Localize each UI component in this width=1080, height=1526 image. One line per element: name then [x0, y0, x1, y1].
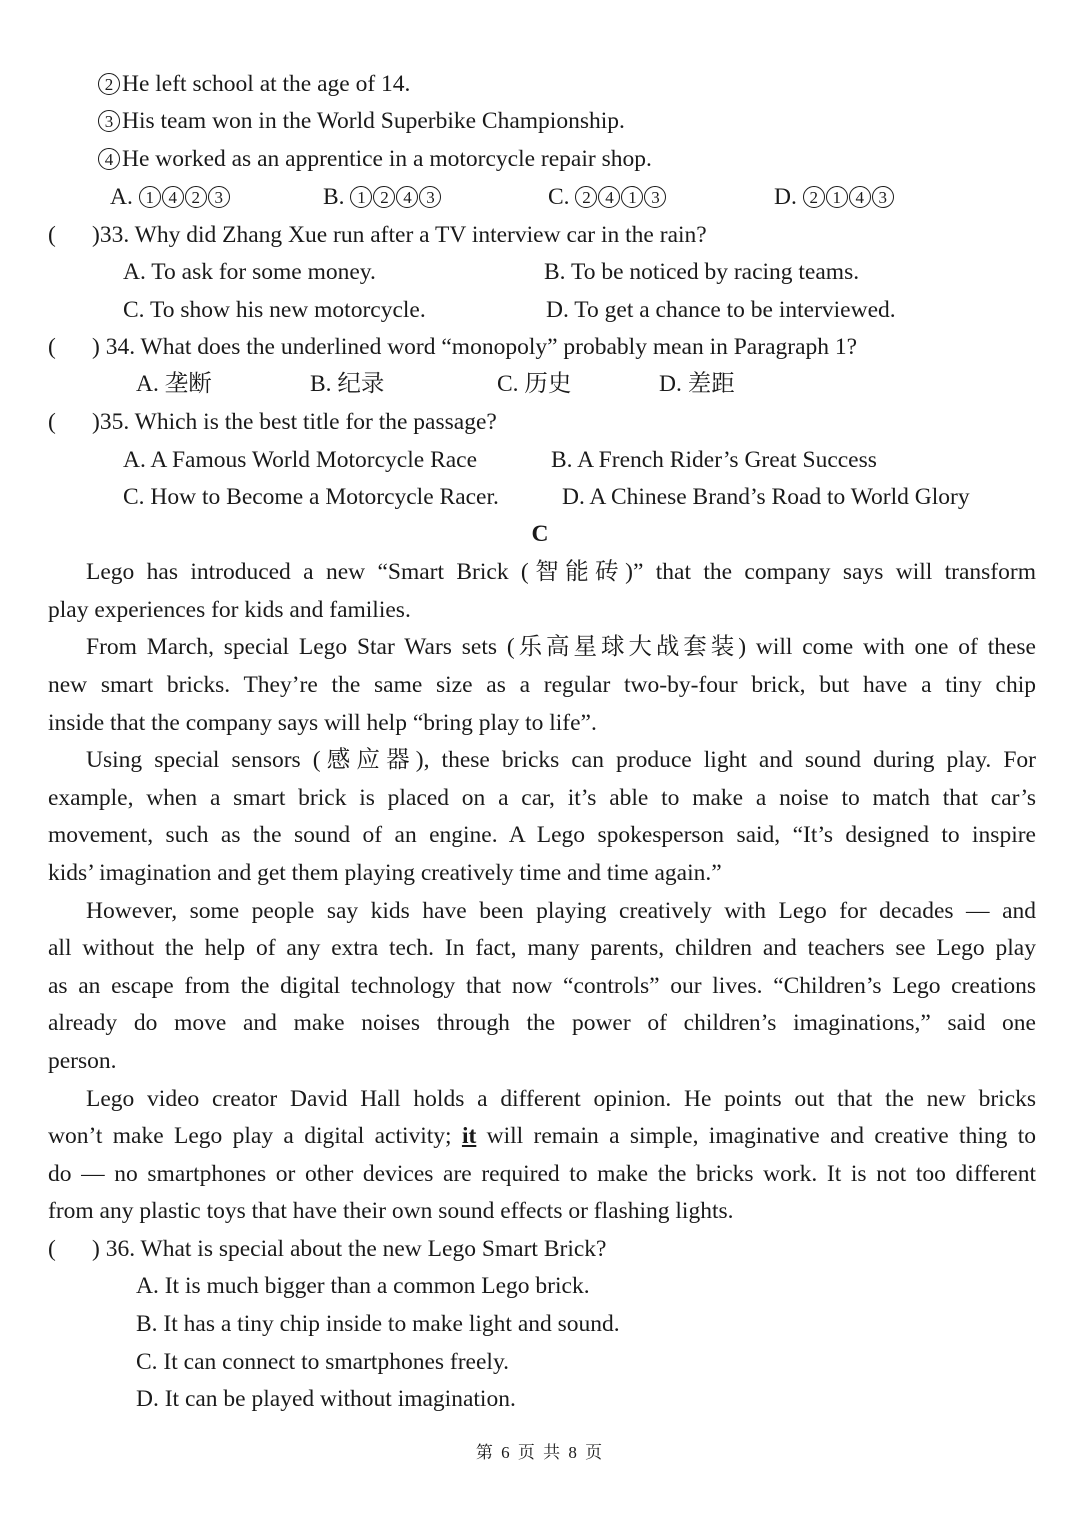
option-letter: B.	[323, 184, 345, 210]
circled-number: 1	[139, 186, 161, 208]
circled-number: 4	[162, 186, 184, 208]
passage-p3-line2: example, when a smart brick is placed on a car, it’s able to make a noise to match that car’s	[48, 785, 1036, 811]
passage-p4-line2: all without the help of any extra tech. In fact, many parents, children and teachers see Lego play	[48, 935, 1036, 961]
passage-p3-line4: kids’ imagination and get them playing creatively time and time again.”	[48, 860, 722, 886]
q33-option-d: D. To get a chance to be interviewed.	[546, 297, 896, 323]
underlined-word: it	[461, 1123, 477, 1149]
q36-option-b: B. It has a tiny chip inside to make light and sound.	[136, 1311, 620, 1337]
passage-p2-line2: new smart bricks. They’re the same size as a regular two-by-four brick, but have a tiny chip	[48, 672, 1036, 698]
circled-number: 2	[185, 186, 207, 208]
option-letter: D.	[774, 184, 797, 210]
q32-item-2	[98, 69, 410, 99]
circled-number: 1	[350, 186, 372, 208]
q35-option-d: D. A Chinese Brand’s Road to World Glory	[562, 484, 970, 510]
q34-option-a: A. 垄断	[136, 371, 212, 397]
circled-number: 2	[98, 73, 120, 95]
q33-option-a: A. To ask for some money.	[123, 259, 376, 285]
q36-stem: ) 36. What is special about the new Lego Smart Brick?	[92, 1236, 607, 1262]
q35-stem: )35. Which is the best title for the passage?	[92, 409, 497, 435]
q34-option-d: D. 差距	[659, 371, 735, 397]
passage-p4-line1: However, some people say kids have been playing creatively with Lego for decades — and	[86, 898, 1036, 924]
q35-option-c: C. How to Become a Motorcycle Racer.	[123, 484, 499, 510]
circled-number: 4	[849, 186, 871, 208]
q36-option-c: C. It can connect to smartphones freely.	[136, 1349, 510, 1375]
q35-option-b: B. A French Rider’s Great Success	[551, 447, 877, 473]
circled-number: 3	[419, 186, 441, 208]
q32-option-b	[323, 182, 442, 212]
passage-p5-line3: do — no smartphones or other devices are required to make the bricks work. It is not too different	[48, 1161, 1036, 1187]
passage-p2-line3: inside that the company says will help “bring play to life”.	[48, 710, 597, 736]
circled-number: 2	[803, 186, 825, 208]
passage-p1-line2: play experiences for kids and families.	[48, 597, 411, 623]
q32-option-a	[110, 182, 231, 212]
page-footer: 第 6 页 共 8 页	[475, 1443, 605, 1462]
passage-p4-line3: as an escape from the digital technology that now “controls” our lives. “Children’s Lego creations	[48, 973, 1036, 999]
q32-item-text: His team won in the World Superbike Championship.	[122, 108, 625, 134]
q32-option-c	[548, 182, 667, 212]
circled-number: 2	[575, 186, 597, 208]
q35-option-a: A. A Famous World Motorcycle Race	[123, 447, 478, 473]
q32-item-text: He left school at the age of 14.	[122, 71, 411, 97]
q33-stem: )33. Why did Zhang Xue run after a TV interview car in the rain?	[92, 222, 707, 248]
circled-number: 3	[872, 186, 894, 208]
option-letter: A.	[110, 184, 133, 210]
circled-number: 4	[98, 148, 120, 170]
q34-option-b: B. 纪录	[310, 371, 385, 397]
passage-p5-line1: Lego video creator David Hall holds a different opinion. He points out that the new bricks	[86, 1086, 1036, 1112]
passage-p5-line2	[48, 1121, 1036, 1151]
q33-option-b: B. To be noticed by racing teams.	[544, 259, 860, 285]
circled-number: 3	[208, 186, 230, 208]
q33-paren: (	[48, 222, 56, 248]
passage-text: will remain a simple, imaginative and creative thing to	[476, 1123, 1036, 1149]
circled-number: 1	[826, 186, 848, 208]
passage-p3-line3: movement, such as the sound of an engine. A Lego spokesperson said, “It’s designed to inspire	[48, 822, 1036, 848]
passage-p3-line1: Using special sensors (感应器), these bricks can produce light and sound during play. For	[86, 747, 1036, 773]
q33-option-c: C. To show his new motorcycle.	[123, 297, 426, 323]
circled-number: 2	[373, 186, 395, 208]
circled-number: 3	[644, 186, 666, 208]
passage-p4-line5: person.	[48, 1048, 117, 1074]
q32-item-4	[98, 144, 652, 174]
passage-p1-line1: Lego has introduced a new “Smart Brick (智能砖)” that the company says will transform	[86, 559, 1036, 585]
passage-p5-line4: from any plastic toys that have their own sound effects or flashing lights.	[48, 1198, 734, 1224]
q32-item-3	[98, 106, 625, 136]
q32-item-text: He worked as an apprentice in a motorcycle repair shop.	[122, 146, 652, 172]
q32-option-d	[774, 182, 895, 212]
passage-p4-line4: already do move and make noises through the power of children’s imaginations,” said one	[48, 1010, 1036, 1036]
option-letter: C.	[548, 184, 570, 210]
q36-option-d: D. It can be played without imagination.	[136, 1386, 516, 1412]
q35-paren: (	[48, 409, 56, 435]
q34-paren: (	[48, 334, 56, 360]
circled-number: 1	[621, 186, 643, 208]
q36-paren: (	[48, 1236, 56, 1262]
circled-number: 4	[598, 186, 620, 208]
passage-p2-line1: From March, special Lego Star Wars sets (乐高星球大战套装) will come with one of these	[86, 634, 1036, 660]
circled-number: 4	[396, 186, 418, 208]
q36-option-a: A. It is much bigger than a common Lego brick.	[136, 1273, 590, 1299]
q34-stem: ) 34. What does the underlined word “monopoly” probably mean in Paragraph 1?	[92, 334, 858, 360]
q34-option-c: C. 历史	[497, 371, 572, 397]
section-heading: C	[531, 521, 549, 547]
circled-number: 3	[98, 110, 120, 132]
passage-text: won’t make Lego play a digital activity;	[48, 1123, 462, 1149]
